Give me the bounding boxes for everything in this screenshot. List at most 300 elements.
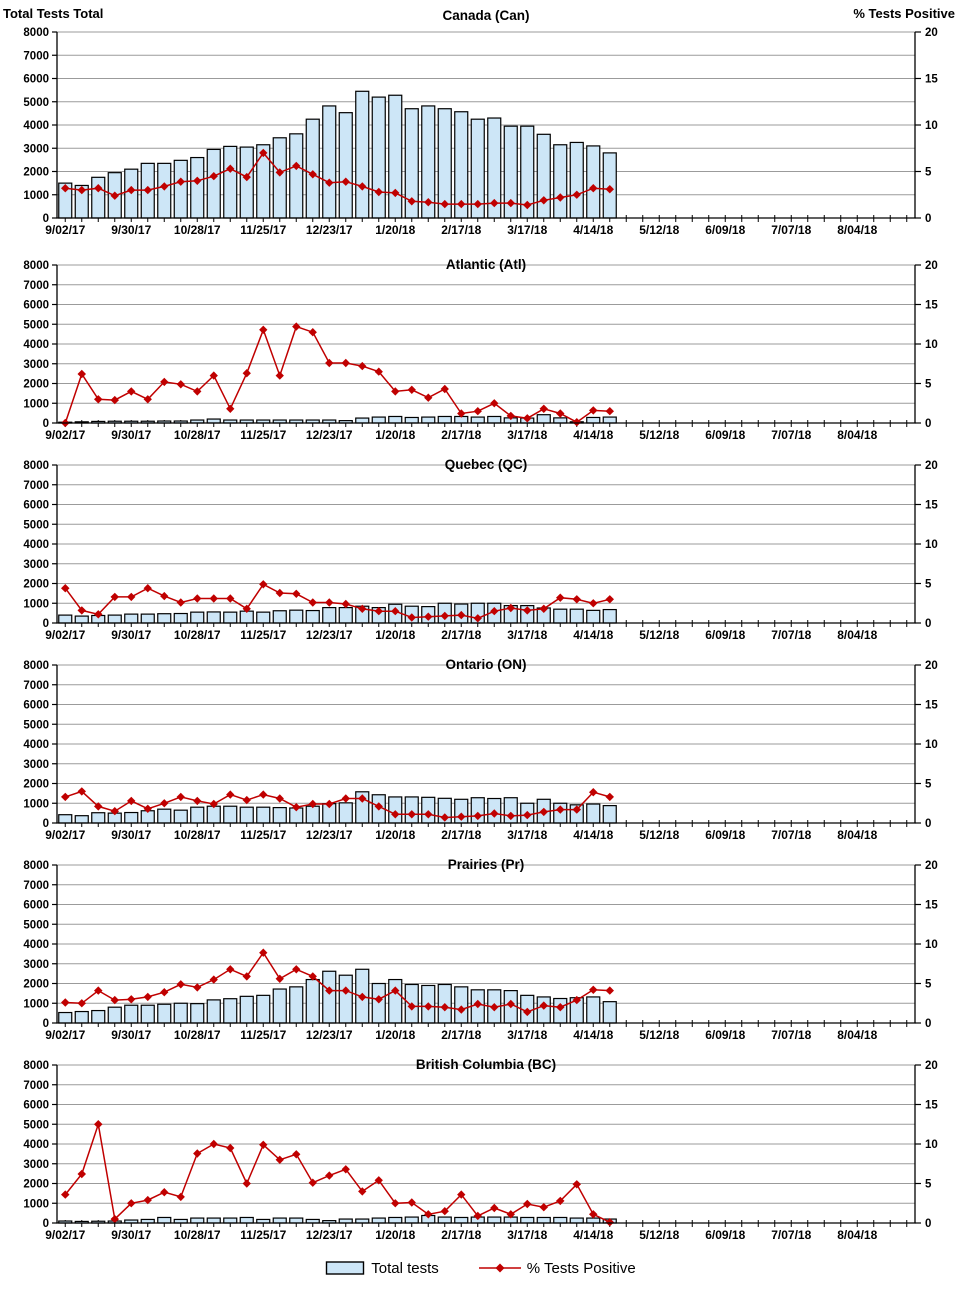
bar [257,807,270,823]
pct-point-diamond-icon [276,794,284,802]
left-axis-tick-label: 0 [42,1218,49,1230]
right-axis-tick-label: 20 [925,660,938,672]
bar [587,417,600,423]
bar [158,614,171,623]
bar [570,609,583,623]
left-axis-tick-label: 6000 [23,899,49,912]
bar [191,807,204,823]
pct-positive-line [61,1120,614,1226]
x-tick-label: 4/14/18 [573,628,614,642]
left-axis-tick-label: 1000 [23,598,49,611]
bar [554,1217,567,1223]
right-axis-tick-label: 15 [925,499,938,512]
x-tick-label: 4/14/18 [573,223,614,237]
left-axis-tick-label: 4000 [23,339,49,351]
right-axis-tick-label: 5 [925,778,932,791]
bar [158,163,171,218]
bar [405,1217,418,1223]
pct-point-diamond-icon [523,1200,532,1208]
pct-point-diamond-icon [177,980,185,988]
axes [23,260,938,442]
left-axis-tick-label: 8000 [23,860,49,872]
x-tick-label: 1/20/18 [375,1028,416,1042]
bar [455,987,468,1023]
right-axis-tick-label: 10 [925,739,938,751]
pct-point-diamond-icon [276,589,284,597]
left-axis-tick-label: 8000 [23,27,49,39]
pct-point-diamond-icon [606,986,615,994]
pct-point-diamond-icon [358,362,366,370]
x-tick-label: 10/28/17 [173,223,221,237]
left-axis-tick-label: 2000 [23,166,49,179]
bar [174,810,187,823]
bar [323,971,336,1023]
pct-point-diamond-icon [144,584,152,592]
x-tick-label: 12/23/17 [305,828,353,842]
pct-point-diamond-icon [408,386,416,394]
pct-point-diamond-icon [309,328,317,336]
bar [306,119,319,218]
left-axis-tick-label: 6000 [23,699,49,712]
bar [92,1011,105,1023]
pct-point-diamond-icon [210,1140,218,1148]
pct-point-diamond-icon [177,598,185,606]
left-axis-tick-label: 8000 [23,1060,49,1072]
pct-point-diamond-icon [325,1171,333,1179]
bar [306,611,319,623]
left-axis-tick-label: 4000 [23,120,49,132]
x-tick-label: 4/14/18 [573,1228,614,1242]
bar [389,980,402,1023]
left-axis-tick-label: 4000 [23,939,49,951]
bar [587,997,600,1023]
pct-point-diamond-icon [292,1150,300,1158]
left-axis-tick-label: 5000 [23,919,49,932]
left-axis-tick-label: 7000 [23,50,49,63]
left-axis-tick-label: 4000 [23,539,49,551]
pct-point-diamond-icon [61,793,70,801]
left-axis-tick-label: 3000 [23,758,49,771]
bar [240,807,253,823]
pct-point-diamond-icon [226,1144,234,1152]
left-axis-tick-label: 1000 [23,798,49,811]
x-tick-label: 5/12/18 [639,628,680,642]
right-axis-tick-label: 20 [925,460,938,472]
bar [290,987,303,1023]
x-tick-label: 8/04/18 [837,223,878,237]
right-axis-tick-label: 0 [925,418,932,430]
bar [537,134,550,218]
chart-title: British Columbia (BC) [415,1057,557,1072]
right-axis-tick-label: 5 [925,166,932,179]
bar [174,614,187,623]
x-tick-label: 3/17/18 [507,223,548,237]
x-tick-label: 9/30/17 [111,828,152,842]
x-tick-label: 2/17/18 [441,223,482,237]
x-tick-label: 5/12/18 [639,1028,680,1042]
bar [75,1012,88,1023]
left-axis-title: Total Tests Total [3,6,104,21]
chart-atl [0,247,961,447]
bar [521,1217,534,1223]
x-tick-label: 9/02/17 [45,628,86,642]
pct-point-diamond-icon [292,965,300,973]
pct-point-diamond-icon [589,986,598,994]
bar [125,1005,138,1023]
pct-point-diamond-icon [259,326,267,334]
bar [273,611,286,623]
x-tick-label: 6/09/18 [705,223,746,237]
pct-point-diamond-icon [127,387,135,395]
x-tick-label: 3/17/18 [507,1228,548,1242]
pct-point-diamond-icon [540,1203,549,1211]
bar [92,813,105,823]
bar [603,1002,616,1023]
bar [438,416,451,423]
left-axis-tick-label: 7000 [23,879,49,892]
left-axis-tick-label: 6000 [23,1099,49,1112]
pct-point-diamond-icon [276,371,284,379]
x-tick-label: 5/12/18 [639,223,680,237]
left-axis-tick-label: 0 [42,818,49,830]
x-tick-label: 8/04/18 [837,1028,878,1042]
bar [405,797,418,823]
left-axis-tick-label: 4000 [23,739,49,751]
gridlines [57,865,915,1003]
pct-point-diamond-icon [177,1193,185,1201]
pct-point-diamond-icon [490,1204,498,1212]
right-axis-tick-label: 0 [925,1218,932,1230]
x-tick-label: 8/04/18 [837,628,878,642]
right-axis-tick-label: 0 [925,213,932,225]
right-axis-tick-label: 15 [925,1099,938,1112]
left-axis-tick-label: 2000 [23,978,49,991]
bar [471,417,484,423]
bar [158,1217,171,1223]
x-tick-label: 1/20/18 [375,1228,416,1242]
pct-point-diamond-icon [342,794,350,802]
bar [587,146,600,218]
x-tick-label: 9/02/17 [45,828,86,842]
x-tick-label: 3/17/18 [507,828,548,842]
pct-point-diamond-icon [342,359,350,367]
legend-label-total-tests: Total tests [371,1259,439,1277]
x-tick-label: 4/14/18 [573,428,614,442]
x-tick-label: 11/25/17 [240,223,287,237]
bar [224,1218,237,1223]
left-axis-tick-label: 6000 [23,73,49,86]
bar [108,1007,121,1023]
bar [323,608,336,623]
x-tick-label: 10/28/17 [173,1228,221,1242]
chart-on [0,647,961,847]
x-tick-label: 6/09/18 [705,628,746,642]
chart-bc [0,1047,961,1247]
bar [75,816,88,823]
pct-point-diamond-icon [243,1179,251,1187]
x-tick-label: 6/09/18 [705,1028,746,1042]
x-tick-label: 6/09/18 [705,1228,746,1242]
pct-point-diamond-icon [309,598,317,606]
x-tick-label: 2/17/18 [441,1228,482,1242]
left-axis-tick-label: 5000 [23,719,49,732]
bar [455,1217,468,1223]
pct-point-diamond-icon [226,405,234,413]
bar [488,1217,501,1223]
bar [59,1013,72,1023]
chart-title: Canada (Can) [442,8,530,23]
bar [224,146,237,218]
bar [405,417,418,423]
left-axis-tick-label: 3000 [23,1158,49,1171]
bar [125,614,138,623]
right-axis-tick-label: 5 [925,378,932,391]
left-axis-tick-label: 2000 [23,378,49,391]
x-tick-label: 9/30/17 [111,428,152,442]
bar [257,995,270,1023]
left-axis-tick-label: 1000 [23,1198,49,1211]
bar [488,416,501,423]
left-axis-tick-label: 5000 [23,1119,49,1132]
pct-point-diamond-icon [589,599,598,607]
pct-point-diamond-icon [61,998,70,1006]
x-tick-label: 12/23/17 [305,428,353,442]
legend [0,1247,961,1289]
bar [372,1218,385,1223]
bar [339,975,352,1023]
right-axis-tick-label: 10 [925,539,938,551]
bar [570,142,583,218]
left-axis-tick-label: 5000 [23,96,49,109]
pct-point-diamond-icon [177,380,185,388]
bar [240,996,253,1023]
x-tick-label: 9/30/17 [111,628,152,642]
bar [207,612,220,623]
right-axis-tick-label: 10 [925,939,938,951]
pct-positive-line [61,322,614,427]
pct-point-diamond-icon [160,988,168,996]
bar [603,610,616,623]
x-tick-label: 5/12/18 [639,1228,680,1242]
x-tick-label: 7/07/18 [771,223,812,237]
chart-pr [0,847,961,1047]
bar [108,615,121,623]
left-axis-tick-label: 5000 [23,519,49,532]
bar [570,1218,583,1223]
legend-bar-swatch-rect [327,1262,364,1274]
left-axis-tick-label: 8000 [23,260,49,272]
pct-point-diamond-icon [556,409,565,417]
right-axis-tick-label: 5 [925,978,932,991]
pct-point-diamond-icon [127,995,135,1003]
bar [306,980,319,1023]
bar [240,1217,253,1223]
pct-point-diamond-icon [160,592,168,600]
legend-label-pct-positive: % Tests Positive [526,1259,636,1277]
pct-point-diamond-icon [226,965,234,973]
right-axis-tick-label: 20 [925,27,938,39]
right-axis-tick-label: 20 [925,1060,938,1072]
gridlines [57,265,915,403]
bar [603,806,616,823]
right-axis-tick-label: 15 [925,299,938,312]
x-tick-label: 12/23/17 [305,628,353,642]
x-tick-label: 5/12/18 [639,828,680,842]
bar [273,1218,286,1223]
legend-diamond-icon [495,1264,504,1273]
pct-point-diamond-icon [193,983,201,991]
bar [554,145,567,218]
bar [537,415,550,423]
bar [290,134,303,218]
pct-point-diamond-icon [606,407,615,415]
left-axis-tick-label: 0 [42,213,49,225]
bar [372,417,385,423]
pct-point-diamond-icon [276,975,284,983]
left-axis-tick-label: 0 [42,618,49,630]
bar [174,160,187,218]
bar [537,997,550,1023]
x-tick-label: 9/30/17 [111,1028,152,1042]
right-axis-tick-label: 10 [925,339,938,351]
right-axis-title: % Tests Positive [853,6,955,21]
x-tick-label: 7/07/18 [771,828,812,842]
left-axis-tick-label: 4000 [23,1139,49,1151]
left-axis-tick-label: 1000 [23,189,49,202]
bar [273,808,286,823]
x-tick-label: 4/14/18 [573,1028,614,1042]
chart-qc [0,447,961,647]
x-tick-label: 11/25/17 [240,1028,287,1042]
x-tick-label: 2/17/18 [441,628,482,642]
bar [207,806,220,823]
total-tests-bars [59,969,617,1023]
bar [141,614,154,623]
pct-point-diamond-icon [342,600,350,608]
bar [587,610,600,623]
right-axis-tick-label: 5 [925,1178,932,1191]
pct-point-diamond-icon [193,594,201,602]
bar [75,616,88,623]
bar [603,417,616,423]
legend-bar-swatch-icon [325,1260,367,1276]
bar [372,97,385,218]
x-tick-label: 8/04/18 [837,828,878,842]
x-tick-label: 8/04/18 [837,428,878,442]
bar [389,95,402,218]
left-axis-tick-label: 3000 [23,958,49,971]
legend-line-swatch-icon [477,1260,523,1276]
left-axis-tick-label: 8000 [23,460,49,472]
pct-point-diamond-icon [160,799,168,807]
bar [554,609,567,623]
x-tick-label: 9/02/17 [45,1028,86,1042]
pct-point-diamond-icon [556,594,565,602]
chart-title: Quebec (QC) [444,457,528,472]
x-tick-label: 12/23/17 [305,1028,353,1042]
pct-point-diamond-icon [589,1210,598,1218]
bar [92,177,105,218]
x-tick-label: 7/07/18 [771,628,812,642]
x-tick-label: 10/28/17 [173,428,221,442]
right-axis-tick-label: 15 [925,73,938,86]
x-tick-label: 11/25/17 [240,828,287,842]
bar [389,797,402,823]
chart-title: Ontario (ON) [445,657,527,672]
left-axis-tick-label: 7000 [23,1079,49,1092]
pct-point-diamond-icon [78,370,87,378]
left-axis-tick-label: 2000 [23,1178,49,1191]
chart-title: Prairies (Pr) [447,857,525,872]
bar [191,1004,204,1023]
left-axis-tick-label: 7000 [23,679,49,692]
gridlines [57,465,915,603]
pct-point-diamond-icon [144,993,152,1001]
bar [273,138,286,218]
left-axis-tick-label: 8000 [23,660,49,672]
bar [191,158,204,218]
bar [537,1217,550,1223]
bar [158,1004,171,1023]
x-tick-label: 1/20/18 [375,628,416,642]
left-axis-tick-label: 1000 [23,398,49,411]
pct-point-diamond-icon [94,395,103,403]
x-tick-label: 1/20/18 [375,223,416,237]
pct-point-diamond-icon [243,369,251,377]
x-tick-label: 11/25/17 [240,628,287,642]
x-tick-label: 1/20/18 [375,828,416,842]
pct-point-diamond-icon [606,793,615,801]
bar [224,612,237,623]
bar [191,612,204,623]
bar [356,418,369,423]
pct-point-diamond-icon [226,594,234,602]
x-tick-label: 3/17/18 [507,428,548,442]
pct-point-diamond-icon [210,594,218,602]
left-axis-tick-label: 3000 [23,143,49,156]
bar [323,106,336,218]
x-tick-label: 3/17/18 [507,628,548,642]
x-tick-label: 9/02/17 [45,428,86,442]
right-axis-tick-label: 5 [925,578,932,591]
x-tick-label: 2/17/18 [441,1028,482,1042]
right-axis-tick-label: 10 [925,120,938,132]
right-axis-tick-label: 20 [925,860,938,872]
x-tick-label: 8/04/18 [837,1228,878,1242]
bar [389,1217,402,1223]
bar [224,999,237,1023]
pct-point-diamond-icon [259,790,267,798]
right-axis-tick-label: 15 [925,899,938,912]
left-axis-tick-label: 7000 [23,479,49,492]
x-tick-label: 12/23/17 [305,223,353,237]
right-axis-tick-label: 10 [925,1139,938,1151]
bar [339,113,352,218]
right-axis-tick-label: 15 [925,699,938,712]
left-axis-tick-label: 6000 [23,499,49,512]
left-axis-tick-label: 5000 [23,319,49,332]
pct-point-diamond-icon [325,598,333,606]
left-axis-tick-label: 3000 [23,358,49,371]
right-axis-tick-label: 20 [925,260,938,272]
bar [158,809,171,823]
pct-point-diamond-icon [292,322,300,330]
bar [224,806,237,823]
bar [587,804,600,823]
pct-point-diamond-icon [177,793,185,801]
x-tick-label: 9/30/17 [111,1228,152,1242]
bar [356,91,369,218]
